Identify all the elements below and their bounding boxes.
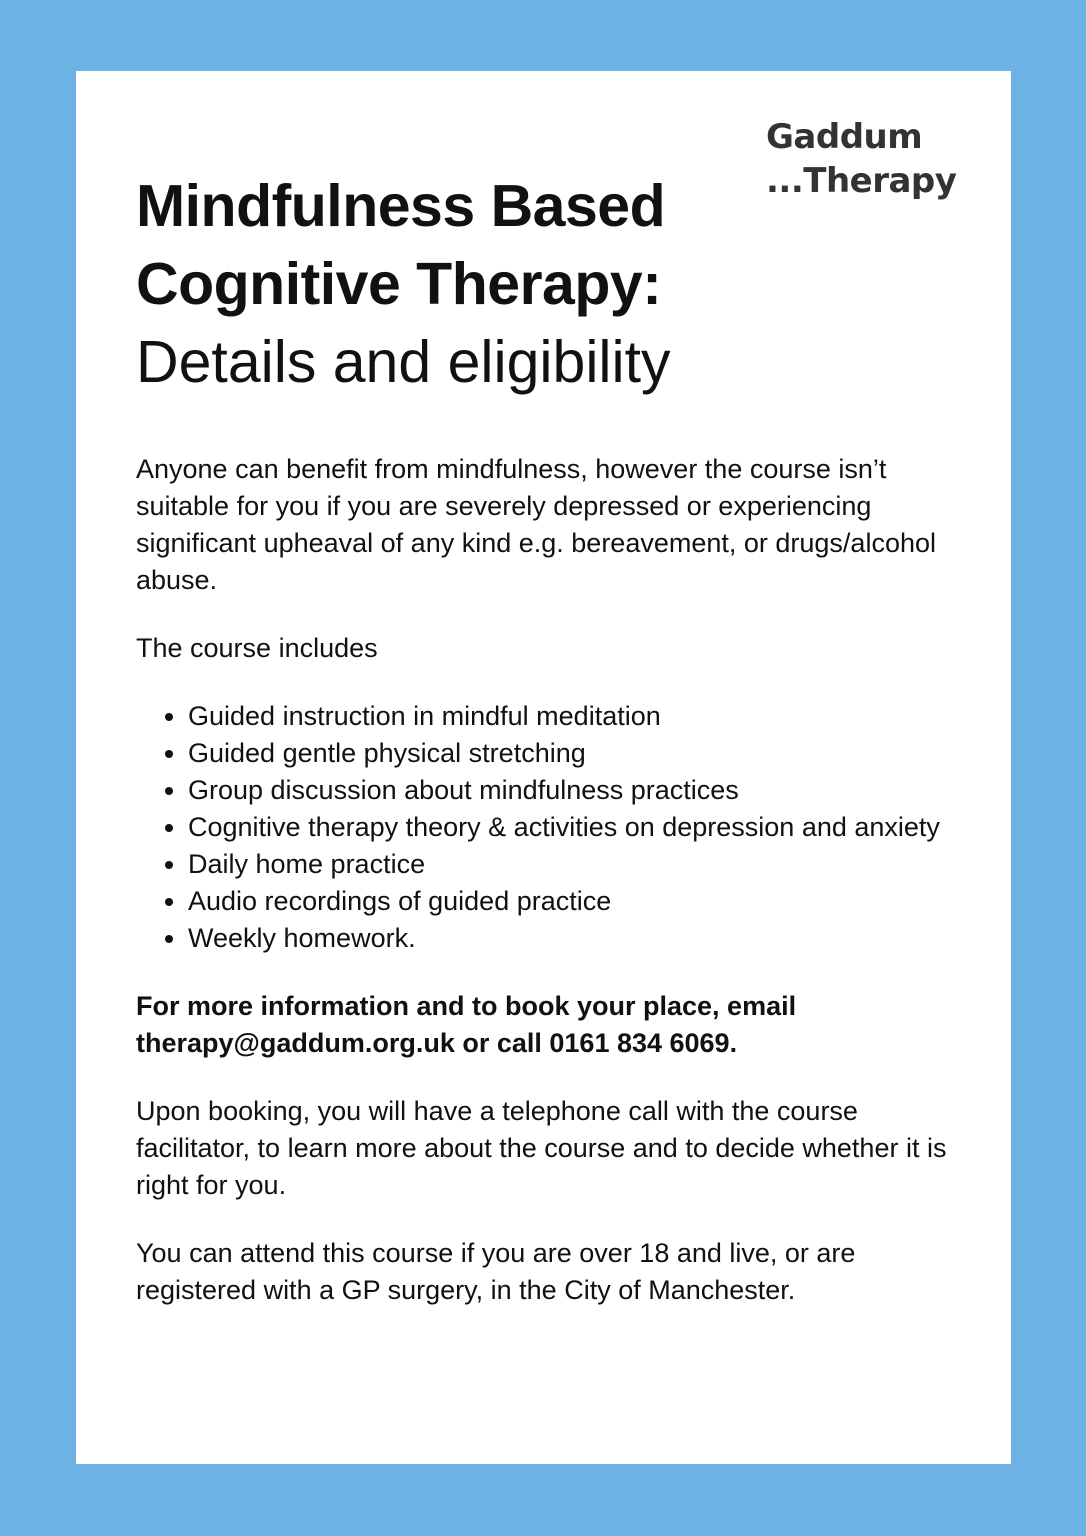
course-items-list: [136, 698, 956, 957]
title-main: [136, 167, 776, 323]
gaddum-therapy-logo: [766, 115, 956, 203]
booking-paragraph: Upon booking, you will have a telephone call with the course facilitator, to learn more about the course and to decide whether it is right for you.: [136, 1096, 947, 1200]
eligibility-paragraph: You can attend this course if you are over 18 and live, or are registered with a GP surgery, in the City of Manchester.: [136, 1238, 856, 1305]
title-line-1: Mindfulness Based: [136, 173, 666, 239]
contact-paragraph: For more information and to book your place, email therapy@gaddum.org.uk or call 0161 834 6069.: [136, 991, 797, 1058]
list-item: • Cognitive therapy theory & activities on depression and anxiety: [188, 809, 956, 846]
title-line-2: Cognitive Therapy:: [136, 251, 662, 317]
intro-paragraph: Anyone can benefit from mindfulness, however the course isn’t suitable for you if you are severely depressed or experiencing significant upheaval of any kind e.g. bereavement, or drugs/alcohol abuse.: [136, 454, 936, 595]
list-item: • Audio recordings of guided practice: [188, 883, 956, 920]
logo-line-2: ...Therapy: [766, 161, 957, 201]
list-item: • Daily home practice: [188, 846, 956, 883]
course-heading: The course includes: [136, 633, 378, 663]
title-subtitle: Details and eligibility: [136, 329, 671, 395]
list-item: • Guided gentle physical stretching: [188, 735, 956, 772]
logo-line-1: Gaddum: [766, 117, 923, 157]
flyer-card: [76, 71, 1011, 1464]
list-item: • Guided instruction in mindful meditation: [188, 698, 956, 735]
list-item: • Group discussion about mindfulness practices: [188, 772, 956, 809]
list-item: • Weekly homework.: [188, 920, 956, 957]
body-content: [136, 451, 956, 1340]
page-title: [136, 167, 776, 401]
